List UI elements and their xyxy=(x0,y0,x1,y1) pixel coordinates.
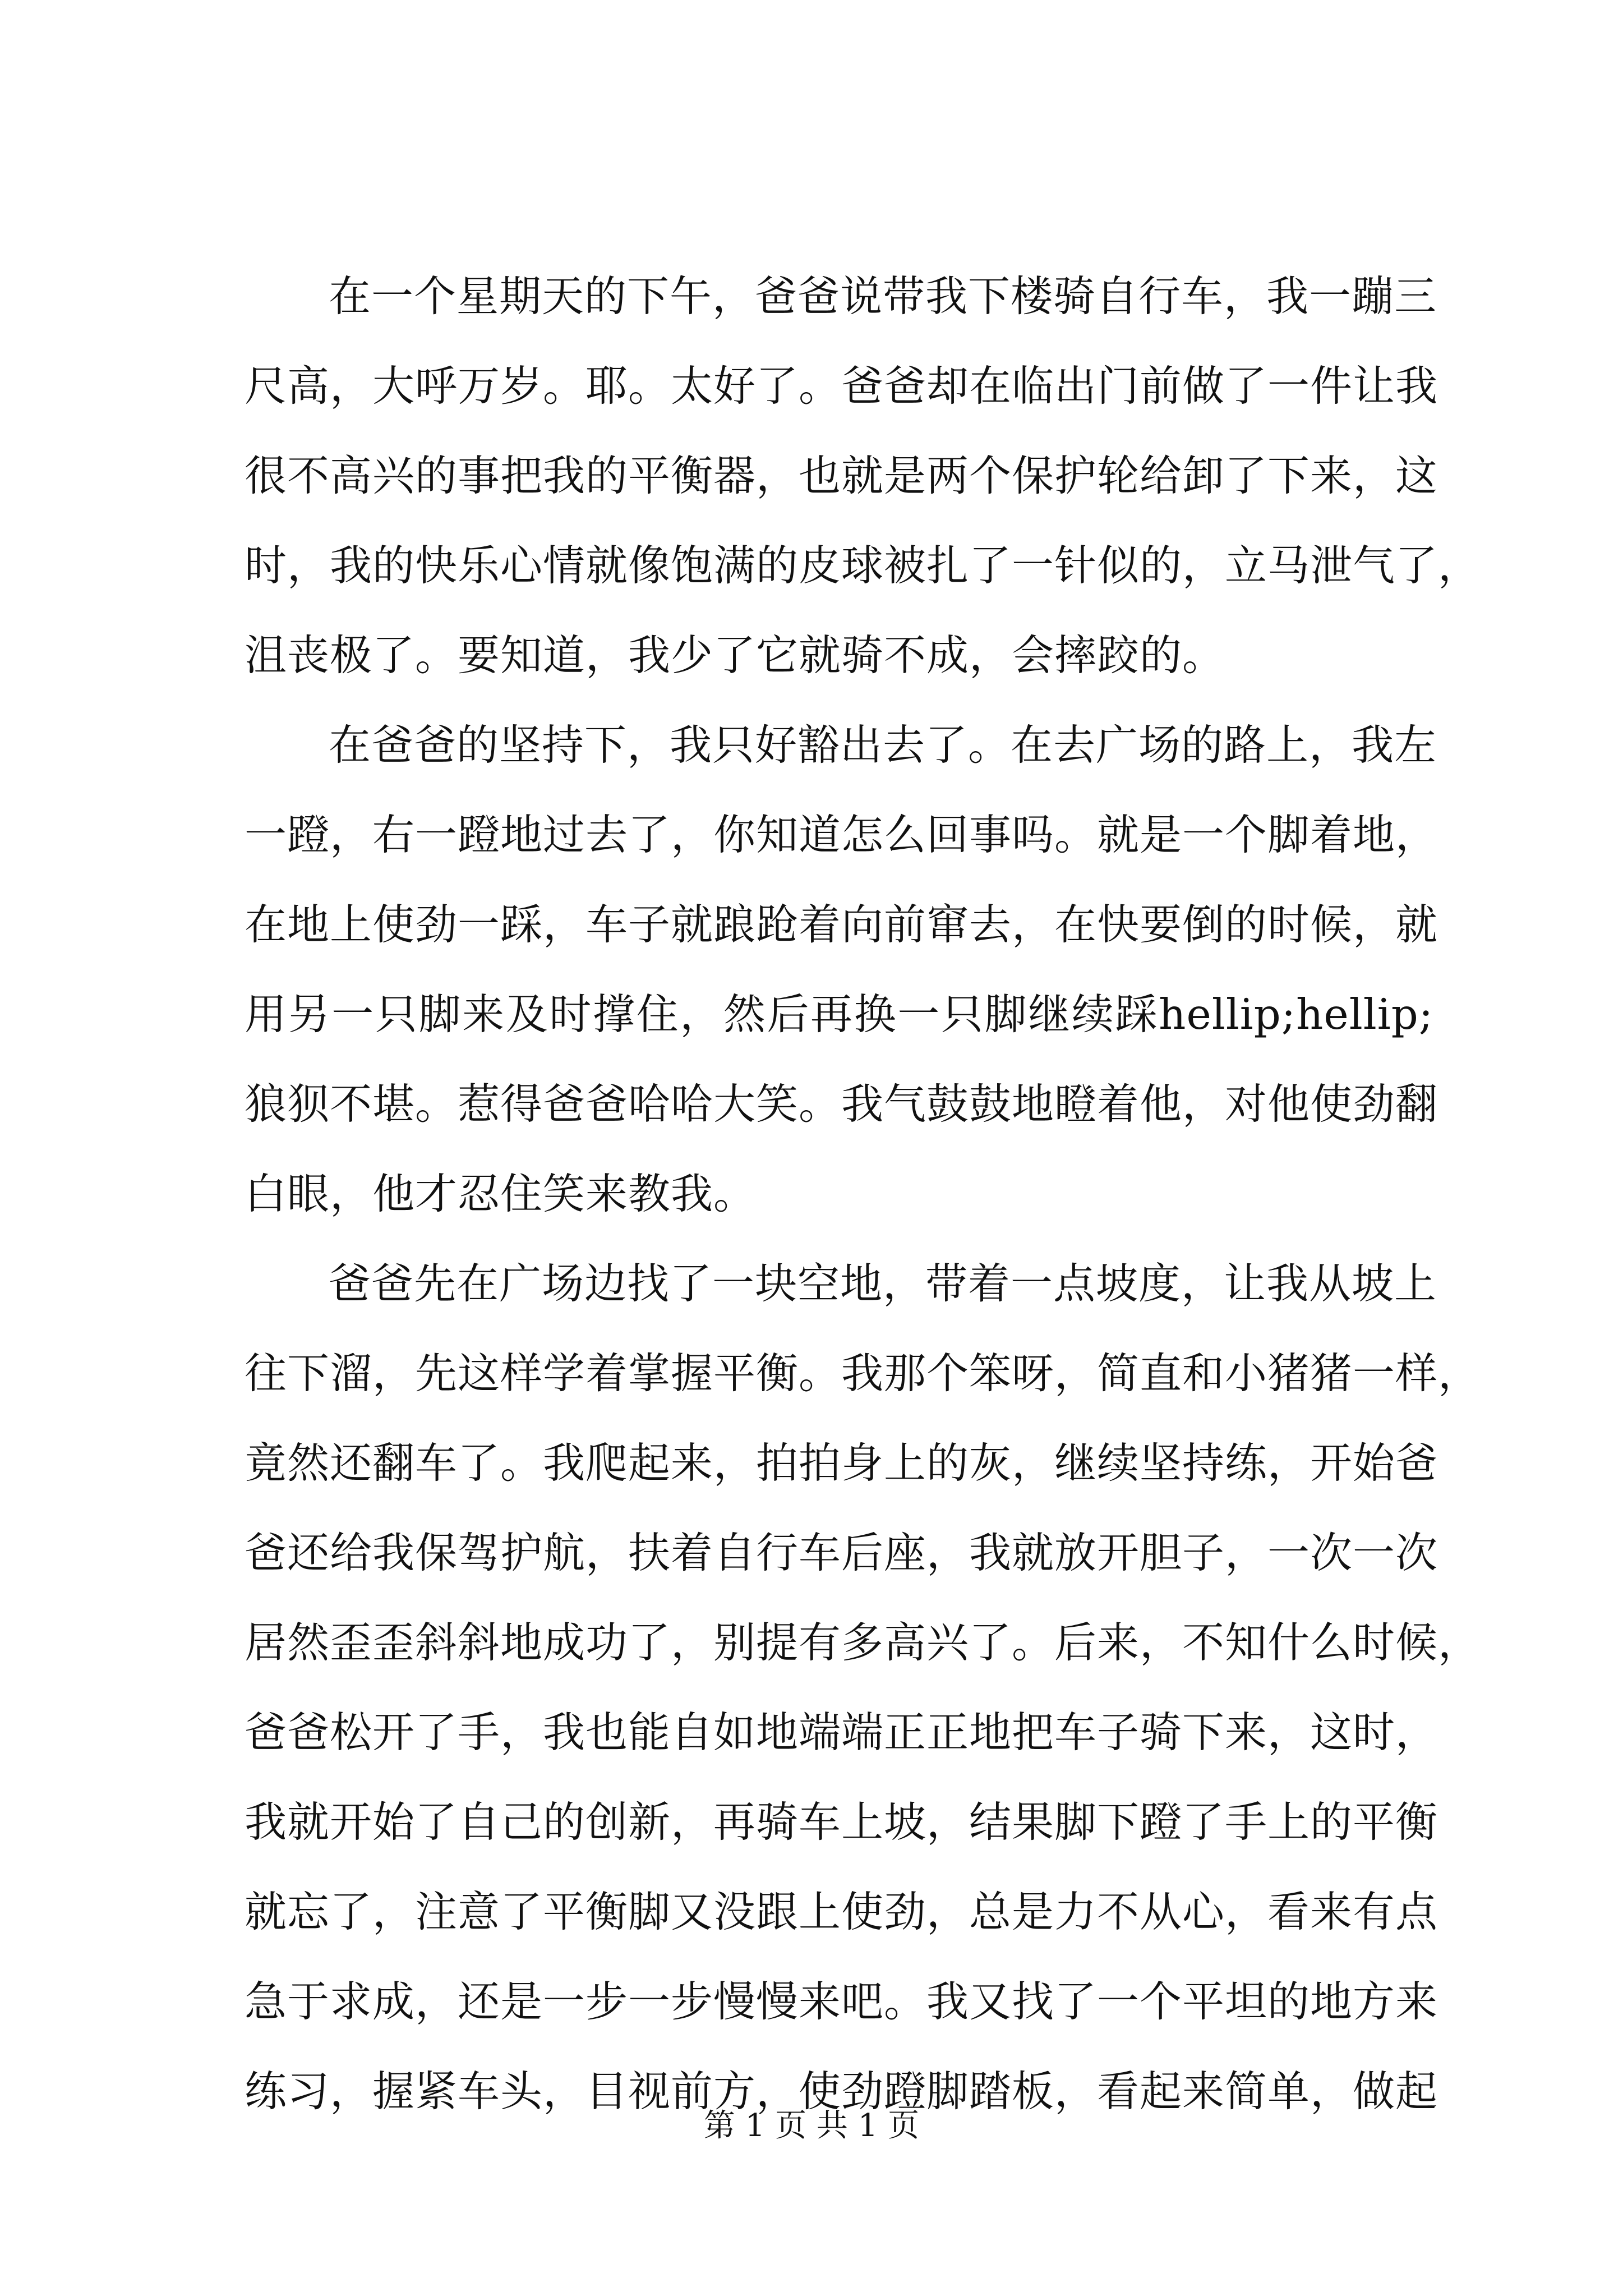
paragraph-3 xyxy=(245,1239,1481,2136)
text-line: 尺高，大呼万岁。耶。太好了。爸爸却在临出门前做了一件让我 xyxy=(245,361,1438,411)
paragraph-2 xyxy=(245,700,1438,1239)
page-number-footer: 第 1 页 共 1 页 xyxy=(703,2108,920,2144)
text-line: 在一个星期天的下午，爸爸说带我下楼骑自行车，我一蹦三 xyxy=(329,272,1437,321)
text-line: 在地上使劲一踩，车子就踉跄着向前窜去，在快要倒的时候，就 xyxy=(245,900,1438,949)
text-line: 我就开始了自己的创新，再骑车上坡，结果脚下蹬了手上的平衡 xyxy=(245,1797,1438,1847)
text-line: 时，我的快乐心情就像饱满的皮球被扎了一针似的，立马泄气了， xyxy=(245,541,1481,590)
text-line: 往下溜，先这样学着掌握平衡。我那个笨呀，简直和小猪猪一样， xyxy=(245,1349,1481,1398)
text-line: 用另一只脚来及时撑住，然后再换一只脚继续踩hellip;hellip; xyxy=(245,990,1433,1039)
text-line: 爸爸先在广场边找了一块空地，带着一点坡度，让我从坡上 xyxy=(329,1259,1437,1308)
text-line: 爸爸松开了手，我也能自如地端端正正地把车子骑下来，这时， xyxy=(245,1708,1438,1757)
text-line: 就忘了，注意了平衡脚又没跟上使劲，总是力不从心，看来有点 xyxy=(245,1887,1438,1936)
document-body xyxy=(245,251,1481,2136)
text-line: 一蹬，右一蹬地过去了，你知道怎么回事吗。就是一个脚着地， xyxy=(245,810,1438,859)
text-line: 急于求成，还是一步一步慢慢来吧。我又找了一个平坦的地方来 xyxy=(245,1977,1438,2026)
text-line: 练习，握紧车头，目视前方，使劲蹬脚踏板，看起来简单，做起 xyxy=(245,2067,1438,2116)
text-line: 爸还给我保驾护航，扶着自行车后座，我就放开胆子，一次一次 xyxy=(245,1528,1438,1577)
text-line: 很不高兴的事把我的平衡器，也就是两个保护轮给卸了下来，这 xyxy=(245,451,1438,500)
paragraph-1 xyxy=(245,251,1481,700)
text-line: 竟然还翻车了。我爬起来，拍拍身上的灰，继续坚持练，开始爸 xyxy=(245,1438,1438,1488)
text-line: 狼狈不堪。惹得爸爸哈哈大笑。我气鼓鼓地瞪着他，对他使劲翻 xyxy=(245,1079,1438,1129)
text-line: 沮丧极了。要知道，我少了它就骑不成，会摔跤的。 xyxy=(245,631,1225,680)
text-line: 在爸爸的坚持下，我只好豁出去了。在去广场的路上，我左 xyxy=(329,720,1437,770)
text-line: 居然歪歪斜斜地成功了，别提有多高兴了。后来，不知什么时候， xyxy=(245,1618,1481,1667)
text-line: 白眼，他才忍住笑来教我。 xyxy=(245,1169,757,1218)
